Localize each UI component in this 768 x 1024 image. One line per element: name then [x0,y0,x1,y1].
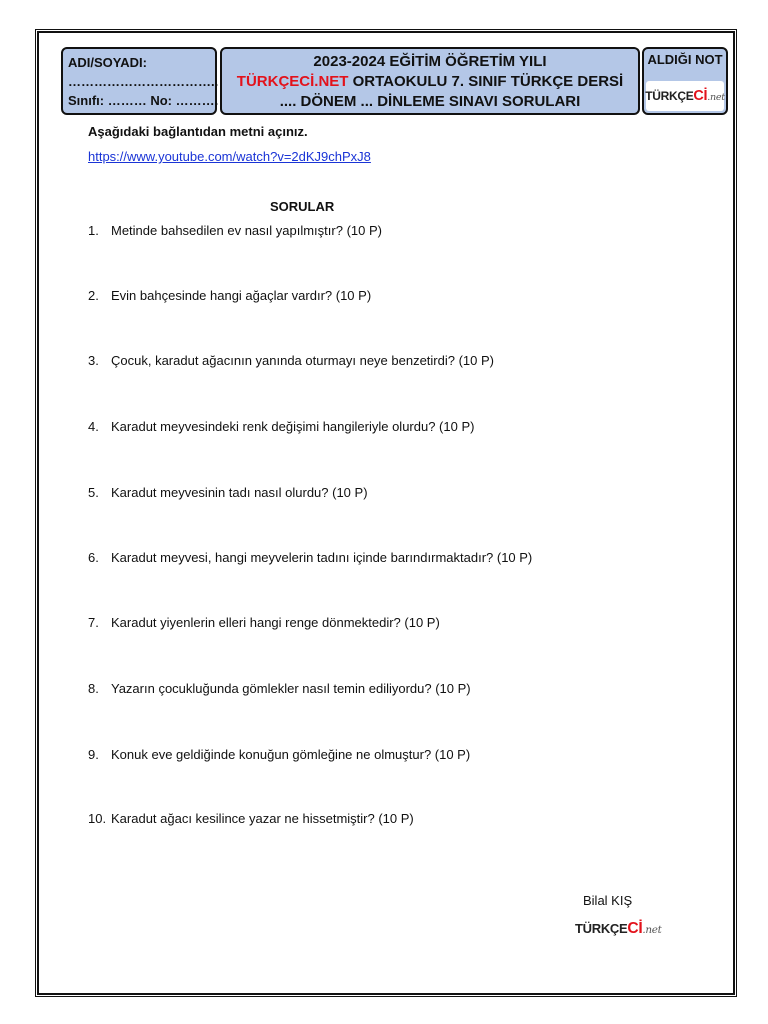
class-number-line: Sınıfı: ……… No: ………. [68,93,219,108]
grade-label: ALDIĞI NOT [647,52,723,67]
exam-name-title: .... DÖNEM ... DİNLEME SINAVI SORULARI [279,93,581,110]
question-item: 9. Konuk eve geldiğinde konuğun gömleğine ne olmuştur? (10 P) [88,747,471,762]
school-year-title: 2023-2024 EĞİTİM ÖĞRETİM YILI [313,53,547,70]
school-course-title [222,72,638,92]
page-border [37,31,735,995]
video-link[interactable]: https://www.youtube.com/watch?v=2dKJ9chPxJ8 [88,149,371,164]
brand-name: TÜRKÇECİ.NET [236,73,349,90]
grade-logo-area [646,81,724,111]
exam-title-box [220,47,640,115]
brand-logo: TÜRKÇECİ.net [645,88,725,104]
question-item: 4. Karadut meyvesindeki renk değişimi hangileriyle olurdu? (10 P) [88,419,475,434]
question-item: 10. Karadut ağacı kesilince yazar ne hissetmiştir? (10 P) [88,811,414,826]
footer-brand-logo: TÜRKÇECİ.net [575,920,662,937]
question-item: 2. Evin bahçesinde hangi ağaçlar vardır? (10 P) [88,288,372,303]
grade-box [642,47,728,115]
question-item: 7. Karadut yiyenlerin elleri hangi renge dönmektedir? (10 P) [88,615,440,630]
question-item: 6. Karadut meyvesi, hangi meyvelerin tadını içinde barındırmaktadır? (10 P) [88,550,533,565]
author-signature: Bilal KIŞ [583,893,633,908]
student-info-box [61,47,217,115]
question-item: 8. Yazarın çocukluğunda gömlekler nasıl temin ediliyordu? (10 P) [88,681,471,696]
instruction-text: Aşağıdaki bağlantıdan metni açınız. [88,124,308,139]
questions-heading: SORULAR [270,199,335,214]
name-dots: …………………………….. [68,74,219,89]
question-item: 1. Metinde bahsedilen ev nasıl yapılmıştır? (10 P) [88,223,382,238]
question-item: 3. Çocuk, karadut ağacının yanında oturmayı neye benzetirdi? (10 P) [88,353,494,368]
question-item: 5. Karadut meyvesinin tadı nasıl olurdu? (10 P) [88,485,368,500]
name-label: ADI/SOYADI: [68,55,147,70]
course-name: ORTAOKULU 7. SINIF TÜRKÇE DERSİ [348,73,624,90]
